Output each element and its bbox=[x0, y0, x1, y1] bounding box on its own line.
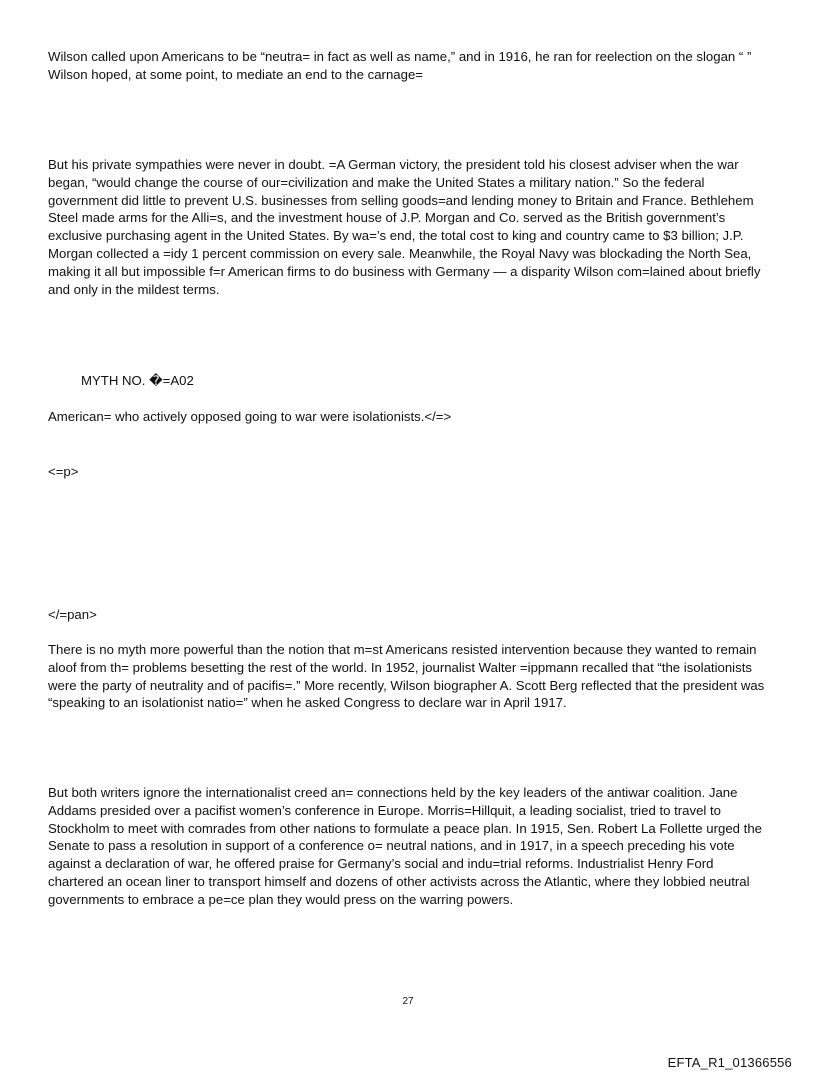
stray-markup-span: </=pan> bbox=[48, 607, 97, 622]
page-number: 27 bbox=[402, 996, 414, 1007]
document-id: EFTA_R1_01366556 bbox=[667, 1055, 792, 1070]
myth-heading: MYTH NO. �=A02 bbox=[81, 373, 194, 388]
paragraph-internationalist-creed: But both writers ignore the internationalist creed an= connections held by the key leaders of the antiwar coalition. Jane Addams presided over a pacifist women’s conference in Europe. Morris=Hillquit, a leading socialist, tried to travel to Stockholm to meet with comrades from other nations to formulate a peace plan. In 1915, Sen. Robert La Follette urged the Senate to pass a resolution in support of a conference o= neutral nations, and in 1917, in a speech preceding his vote against a declaration of war, he offered praise for Germany’s social and indu=trial reforms. Industrialist Henry Ford chartered an ocean liner to transport himself and dozens of other activists across the Atlantic, where they lobbied neutral governments to embrace a pe=ce plan they would press on the warring powers. bbox=[48, 785, 762, 907]
paragraph-isolationist-myth: There is no myth more powerful than the notion that m=st Americans resisted intervention because they wanted to remain aloof from th= problems besetting the rest of the world. In 1952, journalist Walter =ippmann recalled that “the isolationists were the party of neutrality and of pacifis=.” More recently, Wilson biographer A. Scott Berg reflected that the president was “speaking to an isolationist natio=” when he asked Congress to declare war in April 1917. bbox=[48, 642, 765, 711]
paragraph-private-sympathies: But his private sympathies were never in doubt. =A German victory, the president told his closest adviser when the war began, “would change the course of our=civilization and make the United States a military nation.” So the federal government did little to prevent U.S. businesses from selling goods=and lending money to Britain and France. Bethlehem Steel made arms for the Alli=s, and the investment house of J.P. Morgan and Co. served as the British government’s exclusive purchasing agent in the United States. By wa=’s end, the total cost to king and country came to $3 billion; J.P. Morgan collected a =idy 1 percent commission on every sale. Meanwhile, the Royal Navy was blockading the North Sea, making it all but impossible f=r American firms to do business with Germany — a disparity Wilson com=lained about briefly and only in the mildest terms. bbox=[48, 157, 761, 297]
myth-statement: American= who actively opposed going to war were isolationists.</=> bbox=[48, 409, 452, 424]
stray-markup-p: <=p> bbox=[48, 464, 79, 479]
paragraph-neutrality: Wilson called upon Americans to be “neutra= in fact as well as name,” and in 1916, he ran for reelection on the slogan “ ” Wilson hoped, at some point, to mediate an end to the carnage= bbox=[48, 49, 752, 82]
